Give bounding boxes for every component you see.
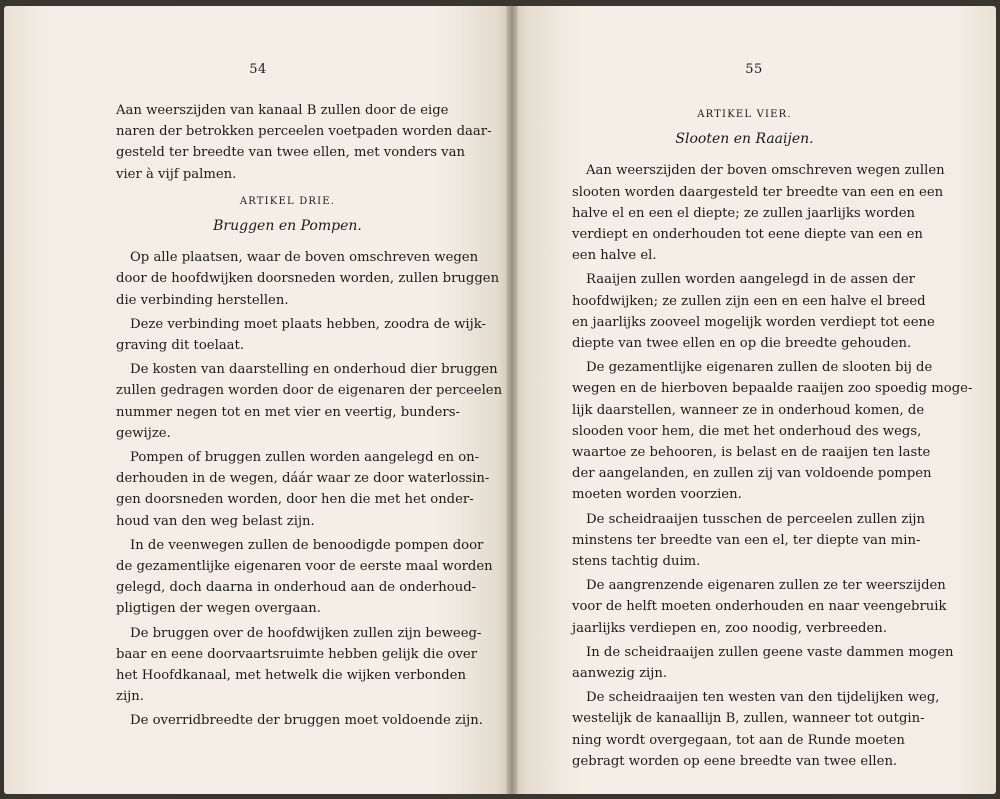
text-line: voor de helft moeten onderhouden en naar veengebruik	[572, 599, 947, 615]
text-line: gelegd, doch daarna in onderhoud aan de onderhoud-	[116, 580, 477, 596]
text-line: In de veenwegen zullen de benoodigde pompen door	[130, 537, 484, 553]
text-line: graving dit toelaat.	[116, 338, 245, 354]
text-line: slooden voor hem, die met het onderhoud des wegs,	[572, 423, 922, 439]
paragraph	[572, 642, 954, 684]
text-line: zijn.	[116, 689, 144, 705]
paragraph	[572, 269, 935, 354]
text-line: halve el en een el diepte; ze zullen jaarlijks worden	[572, 205, 916, 221]
section-heading: ARTIKEL VIER.	[697, 109, 792, 120]
text-line: gebragt worden op eene breedte van twee ellen.	[572, 753, 898, 769]
text-line: door de hoofdwijken doorsneden worden, zullen bruggen	[116, 271, 500, 287]
text-line: De scheidraaijen ten westen van den tijdelijken weg,	[586, 690, 940, 706]
left-paragraphs	[116, 247, 503, 731]
paragraph	[116, 247, 500, 311]
text-line: hoofdwijken; ze zullen zijn een en een halve el breed	[572, 293, 926, 309]
text-line: nummer negen tot en met vier en veertig, bunders-	[116, 404, 460, 420]
section-heading: ARTIKEL DRIE.	[239, 195, 336, 207]
paragraph	[116, 535, 493, 620]
text-line: waartoe ze behooren, is belast en de raaijen ten laste	[572, 445, 931, 461]
text-line: der aangelanden, en zullen zij van voldoende pompen	[572, 466, 932, 482]
text-line: De gezamentlijke eigenaren zullen de slooten bij de	[586, 360, 933, 376]
right-paragraphs	[572, 160, 973, 772]
page-number-left: 54	[249, 62, 267, 77]
text-line: het Hoofdkanaal, met hetwelk die wijken verbonden	[116, 668, 466, 684]
text-line: minstens ter breedte van een el, ter diepte van min-	[572, 532, 921, 548]
book-gutter	[506, 6, 518, 794]
text-line: De kosten van daarstelling en onderhoud dier bruggen	[130, 362, 498, 378]
text-line: zullen gedragen worden door de eigenaren der perceelen	[116, 383, 503, 399]
text-line: vier à vijf palmen.	[116, 166, 237, 182]
text-line: moeten worden voorzien.	[572, 487, 742, 503]
left-page	[4, 6, 512, 794]
text-line: jaarlijks verdiepen en, zoo noodig, verbreeden.	[572, 620, 887, 636]
text-line: De overridbreedte der bruggen moet voldoende zijn.	[130, 713, 483, 729]
right-page	[512, 6, 996, 794]
text-line: pligtigen der wegen overgaan.	[116, 601, 321, 617]
text-line: De bruggen over de hoofdwijken zullen zijn beweeg-	[130, 625, 482, 641]
text-line: naren der betrokken perceelen voetpaden worden daar-	[116, 124, 492, 140]
text-line: gewijze.	[116, 425, 171, 441]
text-line: De scheidraaijen tusschen de perceelen zullen zijn	[586, 511, 926, 527]
text-line: derhouden in de wegen, dáár waar ze door waterlossin-	[116, 471, 490, 487]
text-line: wegen en de hierboven bepaalde raaijen zoo spoedig moge-	[572, 381, 973, 397]
right-page-text	[572, 98, 973, 775]
paragraph	[572, 357, 973, 505]
paragraph	[572, 160, 945, 266]
text-line: westelijk de kanaallijn B, zullen, wanneer tot outgin-	[572, 711, 925, 727]
text-line: houd van den weg belast zijn.	[116, 513, 315, 529]
text-line: aanwezig zijn.	[572, 666, 668, 682]
text-line: baar en eene doorvaartsruimte hebben gelijk die over	[116, 646, 478, 662]
page-number-right: 55	[745, 62, 763, 77]
text-line: en jaarlijks zooveel mogelijk worden verdiept tot eene	[572, 314, 935, 330]
paragraph	[116, 710, 483, 731]
text-line: Deze verbinding moet plaats hebben, zoodra de wijk-	[130, 316, 486, 332]
text-line: Pompen of bruggen zullen worden aangelegd en on-	[130, 450, 480, 466]
text-line: lijk daarstellen, wanneer ze in onderhoud komen, de	[572, 402, 925, 418]
paragraph	[572, 575, 947, 639]
section-title: Slooten en Raaijen.	[675, 131, 814, 148]
intro-paragraph	[116, 100, 492, 185]
text-line: diepte van twee ellen en op die breedte gehouden.	[572, 336, 912, 352]
text-line: de gezamentlijke eigenaren voor de eerste maal worden	[116, 559, 493, 575]
text-line: Raaijen zullen worden aangelegd in de assen der	[586, 272, 915, 288]
text-line: stens tachtig duim.	[572, 554, 701, 570]
paragraph	[572, 509, 926, 573]
paragraph	[116, 623, 482, 708]
text-line: een halve el.	[572, 248, 657, 264]
text-line: De aangrenzende eigenaren zullen ze ter weerszijden	[586, 578, 946, 594]
text-line: Aan weerszijden der boven omschreven wegen zullen	[586, 163, 945, 179]
text-line: gen doorsneden worden, door hen die met het onder-	[116, 492, 474, 508]
paragraph	[116, 314, 486, 356]
text-line: slooten worden daargesteld ter breedte van een en een	[572, 184, 944, 200]
text-line: verdiept en onderhouden tot eene diepte van een en	[572, 227, 923, 243]
text-line: die verbinding herstellen.	[116, 292, 289, 308]
text-line: gesteld ter breedte van twee ellen, met vonders van	[116, 145, 465, 161]
text-line: Aan weerszijden van kanaal B zullen door de eige	[116, 103, 449, 118]
text-line: Op alle plaatsen, waar de boven omschreven wegen	[130, 250, 479, 266]
text-line: In de scheidraaijen zullen geene vaste dammen mogen	[586, 644, 954, 660]
left-page-text	[116, 100, 503, 735]
text-line: ning wordt overgegaan, tot aan de Runde moeten	[572, 732, 905, 748]
paragraph	[116, 447, 490, 532]
section-title: Bruggen en Pompen.	[213, 218, 362, 235]
paragraph	[116, 359, 503, 444]
paragraph	[572, 687, 940, 772]
